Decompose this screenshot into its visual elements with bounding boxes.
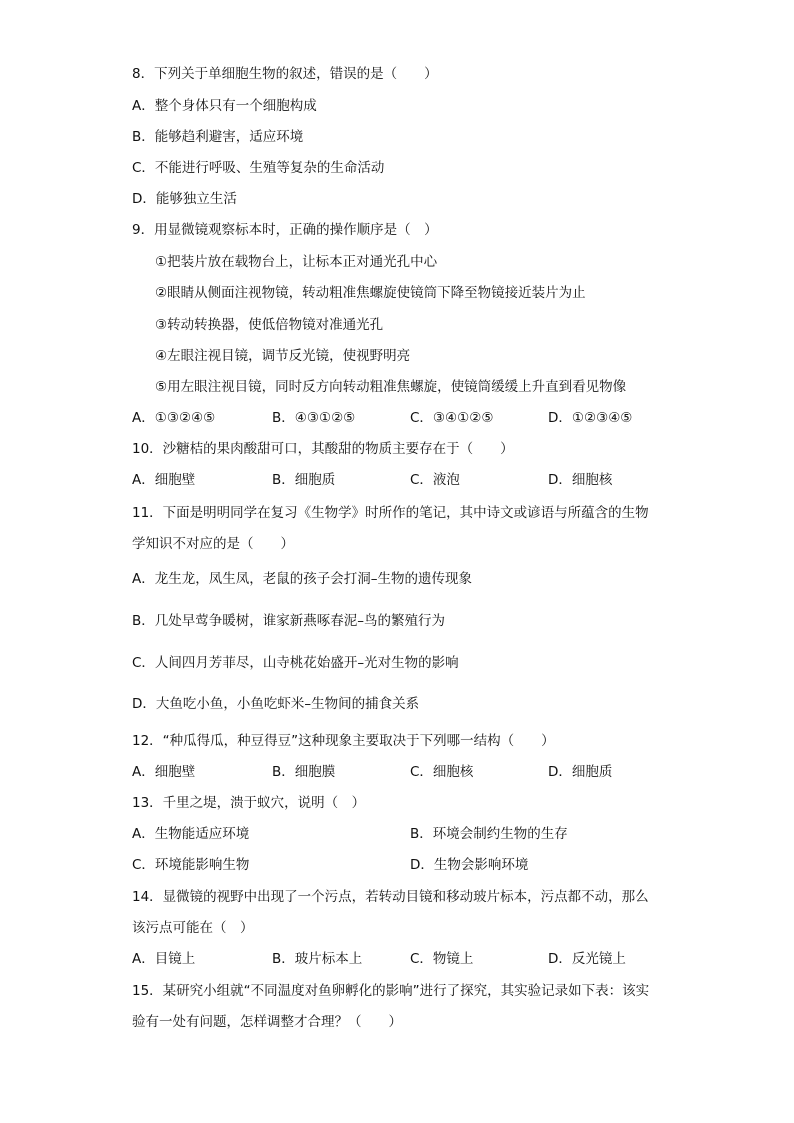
- question-11-stem: 11．下面是明明同学在复习《生物学》时所作的笔记，其中诗文或谚语与所蕴含的生物: [132, 505, 649, 521]
- question-9-option-d: D．①②③④⑤: [548, 410, 633, 426]
- question-8-stem: 8．下列关于单细胞生物的叙述，错误的是（ ）: [132, 66, 438, 82]
- question-13-option-d: D．生物会影响环境: [410, 857, 529, 873]
- question-9-step: ⑤用左眼注视目镜，同时反方向转动粗准焦螺旋，使镜筒缓缓上升直到看见物像: [155, 379, 627, 395]
- question-15-stem-cont: 验有一处有问题，怎样调整才合理？（ ）: [132, 1014, 402, 1030]
- question-14-option-b: B．玻片标本上: [272, 951, 363, 967]
- question-9-step: ②眼睛从侧面注视物镜，转动粗准焦螺旋使镜筒下降至物镜接近装片为止: [155, 285, 586, 301]
- question-13-option-a: A．生物能适应环境: [132, 826, 250, 842]
- question-12-option-d: D．细胞质: [548, 764, 613, 780]
- question-10-stem: 10．沙糖桔的果肉酸甜可口，其酸甜的物质主要存在于（ ）: [132, 441, 514, 457]
- question-10-option-a: A．细胞壁: [132, 472, 196, 488]
- question-14-option-d: D．反光镜上: [548, 951, 626, 967]
- question-10-option-c: C．液泡: [410, 472, 460, 488]
- question-13-option-b: B．环境会制约生物的生存: [410, 826, 568, 842]
- question-15-stem: 15．某研究小组就“不同温度对鱼卵孵化的影响”进行了探究，其实验记录如下表：该实: [132, 983, 650, 999]
- question-12-option-b: B．细胞膜: [272, 764, 336, 780]
- question-10-option-b: B．细胞质: [272, 472, 336, 488]
- question-11-option-b: B．几处早莺争暖树，谁家新燕啄春泥–鸟的繁殖行为: [132, 613, 446, 629]
- question-11-option-a: A．龙生龙，凤生凤，老鼠的孩子会打洞–生物的遗传现象: [132, 571, 472, 587]
- question-9-option-b: B．④③①②⑤: [272, 410, 356, 426]
- question-11-option-c: C．人间四月芳菲尽，山寺桃花始盛开–光对生物的影响: [132, 655, 459, 671]
- question-14-stem-cont: 该污点可能在（ ）: [132, 920, 254, 936]
- question-8-option-c: C．不能进行呼吸、生殖等复杂的生命活动: [132, 160, 385, 176]
- question-9-option-c: C．③④①②⑤: [410, 410, 494, 426]
- question-11-option-d: D．大鱼吃小鱼，小鱼吃虾米–生物间的捕食关系: [132, 696, 420, 712]
- question-12-option-c: C．细胞核: [410, 764, 474, 780]
- question-8-option-a: A．整个身体只有一个细胞构成: [132, 98, 317, 114]
- question-12-stem: 12．“种瓜得瓜，种豆得豆”这种现象主要取决于下列哪一结构（ ）: [132, 733, 555, 749]
- question-8-option-d: D．能够独立生活: [132, 191, 237, 207]
- question-14-option-c: C．物镜上: [410, 951, 474, 967]
- question-12-option-a: A．细胞壁: [132, 764, 196, 780]
- question-13-stem: 13．千里之堤，溃于蚁穴，说明（ ）: [132, 795, 366, 811]
- question-9-step: ③转动转换器，使低倍物镜对准通光孔: [155, 317, 384, 333]
- question-14-stem: 14．显微镜的视野中出现了一个污点，若转动目镜和移动玻片标本，污点都不动，那么: [132, 889, 649, 905]
- question-9-step: ①把装片放在载物台上，让标本正对通光孔中心: [155, 254, 438, 270]
- question-9-step: ④左眼注视目镜，调节反光镜，使视野明亮: [155, 348, 411, 364]
- question-9-option-a: A．①③②④⑤: [132, 410, 216, 426]
- question-10-option-d: D．细胞核: [548, 472, 613, 488]
- question-11-stem-cont: 学知识不对应的是（ ）: [132, 536, 294, 552]
- question-14-option-a: A．目镜上: [132, 951, 196, 967]
- question-9-stem: 9．用显微镜观察标本时，正确的操作顺序是（ ）: [132, 222, 438, 238]
- question-8-option-b: B．能够趋利避害，适应环境: [132, 129, 304, 145]
- question-13-option-c: C．环境能影响生物: [132, 857, 250, 873]
